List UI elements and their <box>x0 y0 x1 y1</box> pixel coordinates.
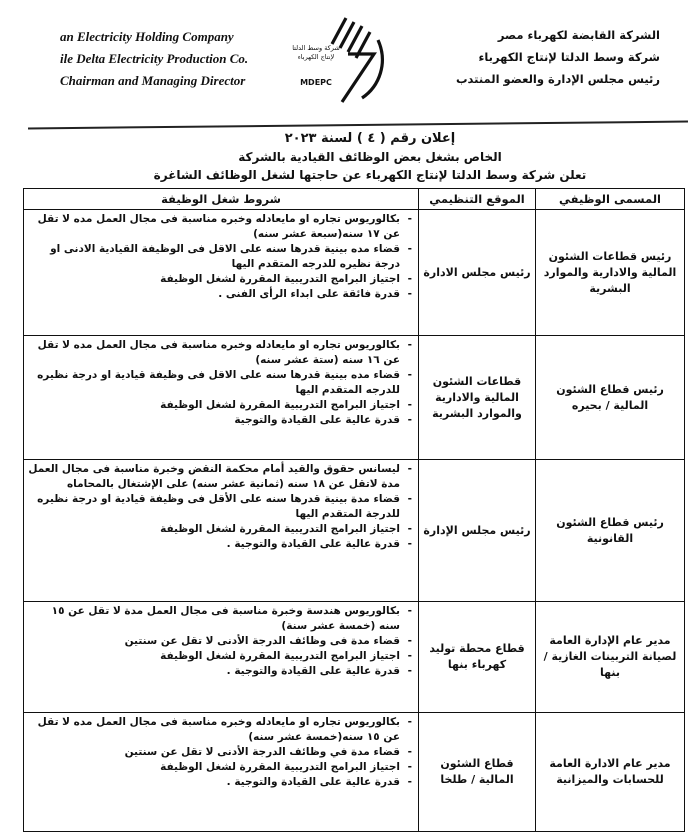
header-conditions: شروط شغل الوظيفة <box>24 189 419 210</box>
condition-item: - قدرة فائقة على ابداء الرأى الفنى . <box>28 287 400 302</box>
letterhead-english <box>60 26 310 92</box>
condition-item: - اجتياز البرامج التدريبية المقررة لشغل الوظيفة <box>28 649 400 664</box>
header-job-title: المسمى الوظيفي <box>536 189 685 210</box>
condition-item: - قضاء مدة فى وظائف الدرجة الأدنى لا تقل عن سنتين <box>28 634 400 649</box>
job-location: قطاع الشئون المالية / طلخا <box>419 713 536 832</box>
header-location: الموقع التنظيمي <box>419 189 536 210</box>
table-row <box>24 713 685 832</box>
vacancies-table <box>23 188 685 832</box>
job-location: رئيس مجلس الادارة <box>419 210 536 336</box>
condition-item: - قدرة عالية على القيادة والتوجية . <box>28 664 400 679</box>
job-title: مدير عام الادارة العامة للحسابات والميزانية <box>536 713 685 832</box>
job-conditions <box>24 713 419 832</box>
letterhead <box>0 0 700 118</box>
condition-item: - قضاء مدة بينية قدرها سنه على الأقل فى وظيفة قيادية او درجة نظيره للدرجة المتقدم اليها <box>28 492 400 522</box>
company-name-ar: الشركة القابضة لكهرباء مصر <box>497 28 660 42</box>
announcement-number: إعلان رقم ( ٤ ) لسنة ٢٠٢٣ <box>284 131 456 146</box>
job-conditions <box>24 460 419 602</box>
condition-item: - قدرة عالية على القيادة والتوجية . <box>28 775 400 790</box>
logo-abbreviation: MDEPC <box>300 78 332 87</box>
job-location: قطاعات الشئون المالية والادارية والموارد البشرية <box>419 336 536 460</box>
condition-item: - اجتياز البرامج التدريبية المقررة لشغل الوظيفة <box>28 272 400 287</box>
header-divider <box>28 121 688 130</box>
condition-item: - قضاء مدة في وظائف الدرجة الأدنى لا تقل عن سنتين <box>28 745 400 760</box>
job-location: رئيس مجلس الإدارة <box>419 460 536 602</box>
condition-item: - اجتياز البرامج التدريبية المقررة لشغل الوظيفة <box>28 398 400 413</box>
job-title: رئيس قطاع الشئون القانونية <box>536 460 685 602</box>
announcement-heading <box>140 130 600 184</box>
table-row <box>24 602 685 713</box>
job-conditions <box>24 336 419 460</box>
table-row <box>24 460 685 602</box>
job-title: رئيس قطاع الشئون المالية / بحيره <box>536 336 685 460</box>
letterhead-arabic <box>430 24 660 90</box>
condition-item: - بكالوريوس تجاره او مايعادله وخبره مناسبة فى مجال العمل مده لا تقل عن ١٥ سنه(خمسة عشر سنه) <box>28 715 400 745</box>
table-row <box>24 210 685 336</box>
condition-item: - ليسانس حقوق والقيد أمام محكمة النقض وخبرة مناسبة فى مجال العمل مدة لاتقل عن ١٨ سنه (ثمانية عشر سنه) على الإشتغال بالمحاماه <box>28 462 400 492</box>
condition-item: - بكالوريوس تجاره او مايعادله وخبره مناسبة فى مجال العمل مده لا تقل عن ١٦ سنه (ستة عشر سنه) <box>28 338 400 368</box>
condition-item: - اجتياز البرامج التدريبية المقررة لشغل الوظيفة <box>28 760 400 775</box>
position-ar: رئيس مجلس الإدارة والعضو المنتدب <box>455 72 660 86</box>
job-title: رئيس قطاعات الشئون المالية والادارية والموارد البشرية <box>536 210 685 336</box>
logo-arabic-text: شركة وسط الدلتا لإنتاج الكهرباء <box>292 44 340 61</box>
job-conditions <box>24 210 419 336</box>
job-conditions <box>24 602 419 713</box>
subsidiary-name-en: ile Delta Electricity Production Co. <box>60 51 249 66</box>
table-row <box>24 336 685 460</box>
job-location: قطاع محطة توليد كهرباء بنها <box>419 602 536 713</box>
condition-item: - بكالوريوس هندسة وخبرة مناسبة فى مجال العمل مدة لا تقل عن ١٥ سنه (خمسة عشر سنة) <box>28 604 400 634</box>
condition-item: - بكالوريوس تجاره او مايعادله وخبره مناسبة فى مجال العمل مده لا تقل عن ١٧ سنه(سبعة عشر سنه) <box>28 212 400 242</box>
position-en: Chairman and Managing Director <box>60 73 246 88</box>
condition-item: - قضاء مده بينية قدرها سنه على الاقل فى وظيفة قيادية او درجة نظيره للدرجه المتقدم اليها <box>28 368 400 398</box>
job-title: مدير عام الإدارة العامة لصيانة التربينات الغازية / بنها <box>536 602 685 713</box>
condition-item: - اجتياز البرامج التدريبية المقررة لشغل الوظيفة <box>28 522 400 537</box>
condition-item: - قدرة عالية على القيادة والتوجية . <box>28 537 400 552</box>
company-name-en: an Electricity Holding Company <box>60 29 234 44</box>
subsidiary-name-ar: شركة وسط الدلتا لإنتاج الكهرباء <box>478 50 660 64</box>
table-header-row <box>24 189 685 210</box>
condition-item: - قضاء مده بينية قدرها سنه على الاقل فى الوظيفة القيادية الادنى او درجة نظيره للدرجه المتقدم اليها <box>28 242 400 272</box>
announcement-subject: الخاص بشغل بعض الوظائف القيادية بالشركة <box>238 150 502 164</box>
condition-item: - قدرة عالية على القيادة والتوجية <box>28 413 400 428</box>
announcement-intro: تعلن شركة وسط الدلتا لإنتاج الكهرباء عن حاجتها لشغل الوظائف الشاغرة <box>153 168 587 182</box>
